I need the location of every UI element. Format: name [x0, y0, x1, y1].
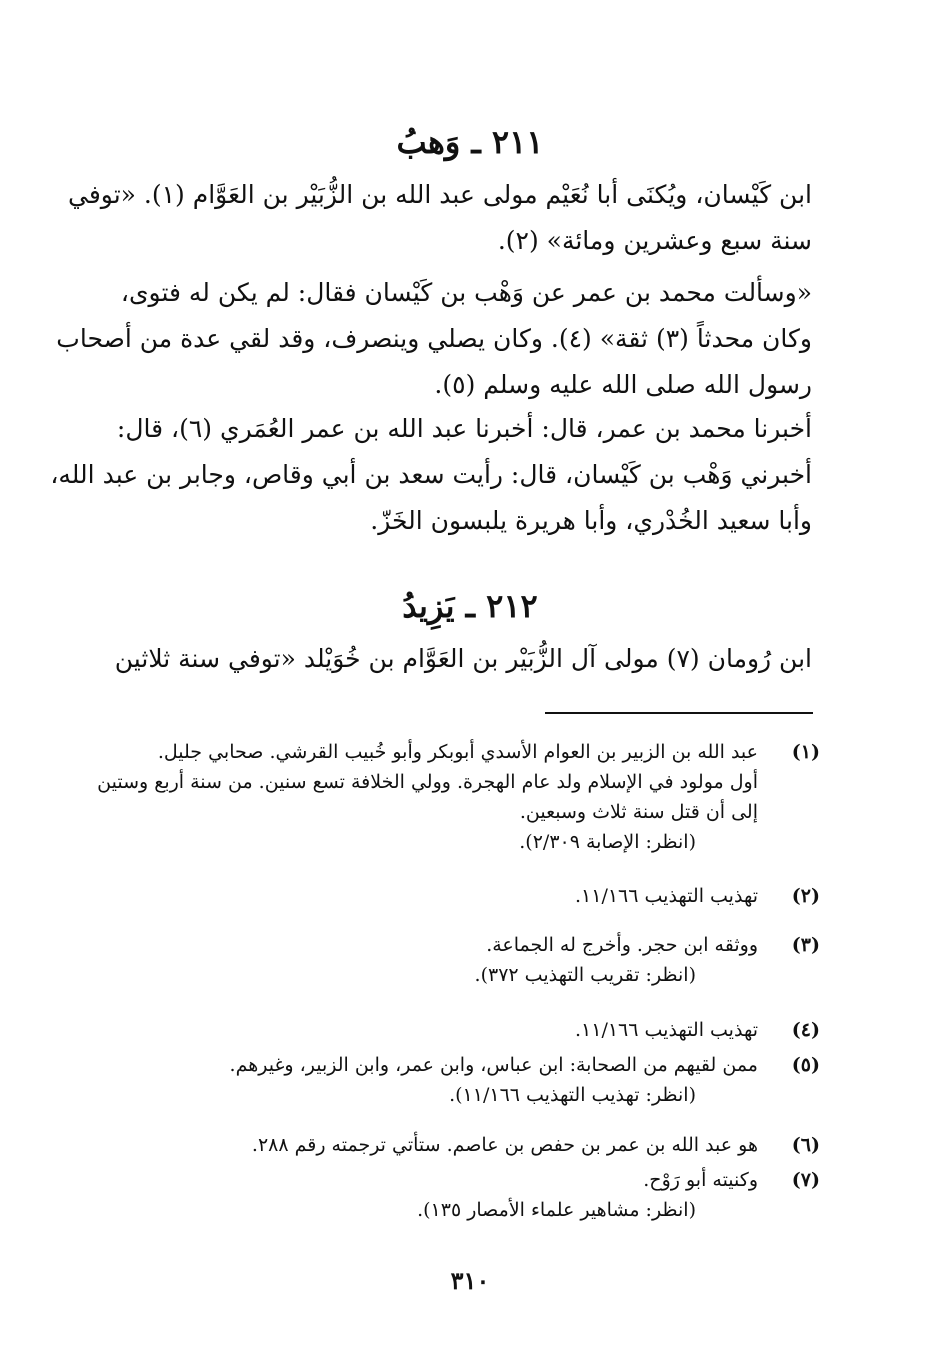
footnote-separator	[545, 712, 813, 714]
footnote-line: ممن لقيهم من الصحابة: ابن عباس، وابن عمر، وابن الزبير، وغيرهم.	[229, 1054, 758, 1076]
footnote-number: (٢)	[791, 885, 820, 907]
page-number: ٣١٠	[450, 1266, 490, 1295]
text-line: وكان محدثاً (٣) ثقة» (٤). وكان يصلي وينصرف، وقد لقي عدة من أصحاب	[56, 324, 812, 353]
footnote-number: (١)	[791, 741, 820, 763]
footnote-line: أول مولود في الإسلام ولد عام الهجرة. وولي الخلافة تسع سنين. من سنة أربع وستين	[97, 771, 758, 793]
footnote-number: (٥)	[791, 1054, 820, 1076]
footnote-2	[120, 881, 820, 911]
footnote-line: هو عبد الله بن عمر بن حفص بن عاصم. ستأتي ترجمته رقم ٢٨٨.	[251, 1134, 758, 1156]
footnote-reference: (انظر: الإصابة ٢/٣٠٩).	[519, 831, 696, 853]
footnote-line: وكنيته أبو رَوْح.	[643, 1169, 758, 1191]
footnote-reference: (انظر: تقريب التهذيب ٣٧٢).	[474, 964, 696, 986]
entry-heading-211: ٢١١ ـ وَهبُ	[396, 123, 544, 161]
text-line: رسول الله صلى الله عليه وسلم (٥).	[434, 370, 812, 399]
footnote-number: (٦)	[791, 1134, 820, 1156]
paragraph	[50, 406, 812, 544]
text-line: سنة سبع وعشرين ومائة» (٢).	[497, 226, 812, 255]
footnote-line: تهذيب التهذيب ١١/١٦٦.	[574, 1019, 758, 1041]
text-line: «وسألت محمد بن عمر عن وَهْب بن كَيْسان فقال: لم يكن له فتوى،	[120, 278, 812, 307]
paragraph	[56, 270, 812, 408]
paragraph	[112, 636, 812, 682]
footnote-line: تهذيب التهذيب ١١/١٦٦.	[574, 885, 758, 907]
text-line: أخبرنا محمد بن عمر، قال: أخبرنا عبد الله بن عمر العُمَري (٦)، قال:	[116, 414, 812, 443]
paragraph	[67, 172, 812, 264]
footnote-1	[97, 737, 820, 857]
text-line: أخبرني وَهْب بن كَيْسان، قال: رأيت سعد بن أبي وقاص، وجابر بن عبد الله،	[50, 460, 812, 489]
text-line: ابن كَيْسان، ويُكنَى أبا نُعَيْم مولى عبد الله بن الزُّبَيْر بن العَوَّام (١). «توفي	[67, 180, 812, 209]
entry-heading-212: ٢١٢ ـ يَزِيدُ	[402, 587, 538, 625]
footnote-6	[120, 1130, 820, 1160]
footnote-number: (٤)	[791, 1019, 820, 1041]
footnote-3	[120, 930, 820, 990]
footnote-7	[120, 1165, 820, 1225]
footnote-line: عبد الله بن الزبير بن العوام الأسدي أبوبكر وأبو خُبيب القرشي. صحابي جليل.	[157, 741, 758, 763]
footnote-line: إلى أن قتل سنة ثلاث وسبعين.	[519, 801, 758, 823]
footnote-reference: (انظر: تهذيب التهذيب ١١/١٦٦).	[449, 1084, 696, 1106]
footnote-reference: (انظر: مشاهير علماء الأمصار ١٣٥).	[417, 1199, 696, 1221]
text-line: ابن رُومان (٧) مولى آل الزُّبَيْر بن العَوَّام بن خُوَيْلد «توفي سنة ثلاثين	[114, 644, 812, 673]
footnote-line: ووثقه ابن حجر. وأخرج له الجماعة.	[486, 934, 758, 956]
footnote-5	[120, 1050, 820, 1110]
footnote-number: (٧)	[791, 1169, 820, 1191]
footnote-number: (٣)	[791, 934, 820, 956]
text-line: وأبا سعيد الخُدْري، وأبا هريرة يلبسون الخَزّ.	[370, 506, 812, 535]
footnote-4	[120, 1015, 820, 1045]
